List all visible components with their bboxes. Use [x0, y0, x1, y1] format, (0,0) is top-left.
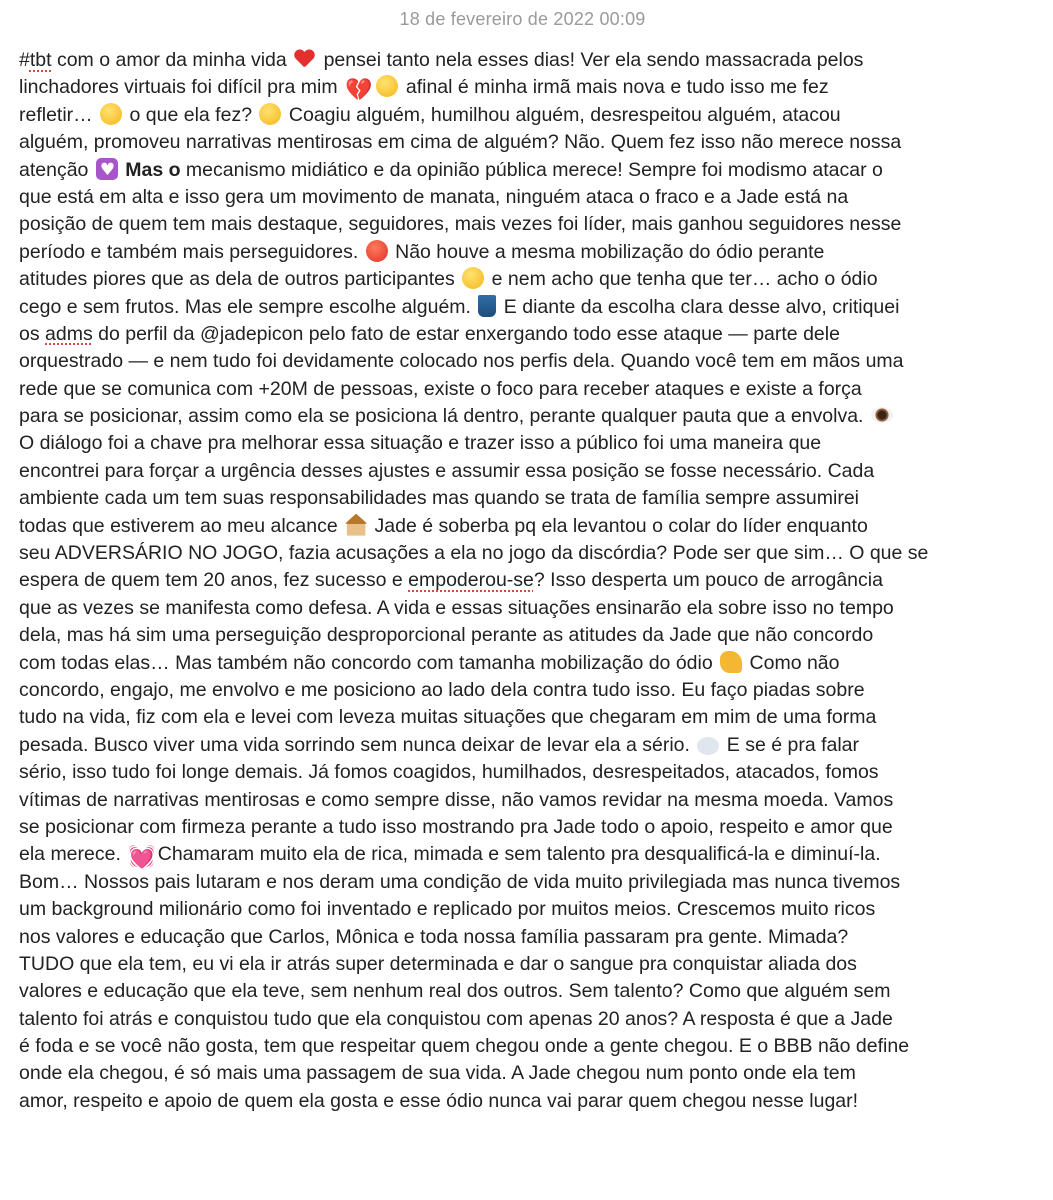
note-text: orquestrado — e nem tudo foi devidamente colocado nos perfis dela. Quando você tem em mãos uma — [19, 350, 904, 373]
note-line — [19, 129, 1021, 156]
note-line — [19, 321, 1021, 348]
flexed-arm-icon — [720, 651, 742, 673]
note-text: E se é pra falar — [721, 733, 860, 756]
note-line — [19, 211, 1021, 238]
note-text: é foda e se você não gosta, tem que respeitar quem chegou onde a gente chegou. E o BBB não define — [19, 1035, 910, 1058]
note-text: que está em alta e isso gera um movimento de manata, ninguém ataca o fraco e a Jade está na — [19, 185, 849, 208]
note-text: # — [19, 49, 30, 71]
note-text: para se posicionar, assim como ela se posiciona lá dentro, perante qualquer pauta que a envolva. — [19, 405, 869, 428]
note-text: ela merece. — [19, 843, 127, 866]
note-text: rede que se comunica com +20M de pessoas, existe o foco para receber ataques e existe a força — [19, 377, 862, 400]
note-text: pesada. Busco viver uma vida sorrindo sem nunca deixar de levar ela a sério. — [19, 733, 696, 756]
note-line — [19, 567, 1021, 594]
misspelled-word[interactable]: tbt — [29, 49, 52, 71]
note-text: O diálogo foi a chave pra melhorar essa situação e trazer isso a público foi uma maneira que — [19, 432, 822, 455]
note-text: talento foi atrás e conquistou tudo que ela conquistou com apenas 20 anos? A resposta é que a Jade — [19, 1007, 893, 1030]
note-line — [19, 513, 1021, 540]
note-line — [19, 732, 1021, 759]
note-line — [19, 430, 1021, 457]
note-line — [19, 540, 1021, 567]
note-text: valores e educação que ela teve, sem nenhum real dos outros. Sem talento? Como que alguém sem — [19, 980, 891, 1003]
note-text: dela, mas há sim uma perseguição desproporcional perante as atitudes da Jade que não concordo — [19, 624, 874, 647]
note-text: Bom… Nossos pais lutaram e nos deram uma condição de vida muito privilegiada mas nunca tivemos — [19, 870, 901, 893]
note-line — [19, 924, 1021, 951]
note-line — [19, 677, 1021, 704]
note-text: Jade é soberba pq ela levantou o colar do líder enquanto — [369, 514, 868, 537]
thought-bubble-icon — [697, 737, 719, 755]
bucket-icon — [478, 295, 496, 317]
note-line — [19, 1060, 1021, 1087]
note-line — [19, 157, 1021, 184]
house-icon — [345, 514, 367, 536]
note-text: posição de quem tem mais destaque, seguidores, mais vezes foi líder, mais ganhou seguidores nesse — [19, 213, 902, 236]
misspelled-word[interactable]: empoderou-se — [408, 569, 534, 592]
red-heart-icon — [294, 48, 316, 70]
note-line — [19, 47, 1021, 74]
note-text: linchadores virtuais foi difícil pra mim — [19, 76, 344, 99]
note-line — [19, 759, 1021, 786]
note-text: pensei tanto nela esses dias! Ver ela sendo massacrada pelos — [318, 49, 864, 71]
note-text: um background milionário como foi inventado e replicado por muitos meios. Crescemos muito ricos — [19, 898, 876, 921]
note-line — [19, 704, 1021, 731]
note-text: concordo, engajo, me envolvo e me posiciono ao lado dela contra tudo isso. Eu faço piadas sobre — [19, 678, 865, 701]
note-text: Não houve a mesma mobilização do ódio perante — [389, 240, 825, 263]
note-line — [19, 485, 1021, 512]
angry-face-icon — [366, 240, 388, 262]
note-text: se posicionar com firmeza perante a tudo isso mostrando pra Jade todo o apoio, respeito e amor que — [19, 815, 893, 838]
note-text: afinal é minha irmã mais nova e tudo isso me fez — [400, 76, 829, 99]
note-text: ambiente cada um tem suas responsabilidades mas quando se trata de família sempre assumirei — [19, 487, 860, 510]
note-text: o que ela fez? — [124, 103, 258, 126]
thinking-face-icon — [259, 103, 281, 125]
thinking-face-icon — [100, 103, 122, 125]
note-line — [19, 622, 1021, 649]
note-line — [19, 595, 1021, 622]
note-text: atenção — [19, 158, 94, 181]
note-text: Chamaram muito ela de rica, mimada e sem talento pra desqualificá-la e diminuí-la. — [152, 843, 881, 866]
note-text: com o amor da minha vida — [51, 49, 293, 71]
note-text: Coagiu alguém, humilhou alguém, desrespeitou alguém, atacou — [283, 103, 841, 126]
note-text: tudo na vida, fiz com ela e levei com leveza muitas situações que chegaram em mim de uma forma — [19, 706, 877, 729]
note-text: onde ela chegou, é só mais uma passagem de sua vida. A Jade chegou num ponto onde ela tem — [19, 1062, 856, 1085]
note-text: amor, respeito e apoio de quem ela gosta e esse ódio nunca vai parar quem chegou nesse lugar! — [19, 1089, 859, 1112]
monocle-face-icon — [462, 267, 484, 289]
note-text: cego e sem frutos. Mas ele sempre escolhe alguém. — [19, 295, 477, 318]
note-text: ? Isso desperta um pouco de arrogância — [533, 569, 883, 592]
note-line — [19, 1088, 1021, 1115]
note-line — [19, 348, 1021, 375]
note-text: seu ADVERSÁRIO NO JOGO, fazia acusações a ela no jogo da discórdia? Pode ser que sim… O que se — [19, 542, 929, 565]
note-line — [19, 978, 1021, 1005]
note-text: alguém, promoveu narrativas mentirosas em cima de alguém? Não. Quem fez isso não merece nossa — [19, 131, 902, 154]
note-line — [19, 951, 1021, 978]
note-text: todas que estiverem ao meu alcance — [19, 514, 344, 537]
note-line — [19, 403, 1021, 430]
bold-text: Mas o — [125, 158, 181, 181]
note-text: E diante da escolha clara desse alvo, critiquei — [498, 295, 900, 318]
note-line — [19, 814, 1021, 841]
note-line — [19, 376, 1021, 403]
note-text: atitudes piores que as dela de outros participantes — [19, 268, 461, 291]
note-line — [19, 294, 1021, 321]
pink-heart-icon: 💓 — [128, 845, 156, 871]
note-text: mecanismo midiático e da opinião pública merece! Sempre foi modismo atacar o — [180, 158, 883, 181]
note-text: refletir… — [19, 103, 99, 126]
note-text: nos valores e educação que Carlos, Mônica e toda nossa família passaram pra gente. Mimada? — [19, 925, 849, 948]
note-text: encontrei para forçar a urgência desses ajustes e assumir essa posição se fosse necessário. Cada — [19, 459, 875, 482]
note-text: os — [19, 322, 46, 345]
laughing-face-icon — [376, 75, 398, 97]
note-text: TUDO que ela tem, eu vi ela ir atrás super determinada e dar o sangue pra conquistar aliada dos — [19, 952, 857, 975]
note-line — [19, 841, 1021, 871]
note-body[interactable] — [19, 47, 1021, 1115]
eye-icon — [871, 407, 893, 423]
note-text: que as vezes se manifesta como defesa. A vida e essas situações ensinarão ela sobre isso no tempo — [19, 596, 894, 619]
note-line — [19, 650, 1021, 677]
note-text: vítimas de narrativas mentirosas e como sempre disse, não vamos revidar na mesma moeda. Vamos — [19, 788, 894, 811]
note-text: e nem acho que tenha que ter… acho o ódio — [486, 268, 878, 291]
note-date: 18 de fevereiro de 2022 00:09 — [399, 9, 646, 29]
note-line — [19, 102, 1021, 129]
note-line — [19, 896, 1021, 923]
note-line — [19, 458, 1021, 485]
note-line — [19, 266, 1021, 293]
misspelled-word[interactable]: adms — [45, 322, 93, 345]
note-text: espera de quem tem 20 anos, fez sucesso e — [19, 569, 409, 592]
note-line — [19, 787, 1021, 814]
note-line — [19, 74, 1021, 104]
note-line — [19, 1006, 1021, 1033]
broken-heart-icon: 💔 — [345, 78, 373, 104]
note-text: sério, isso tudo foi longe demais. Já fomos coagidos, humilhados, desrespeitados, atacados, fomos — [19, 761, 879, 784]
note-text: com todas elas… Mas também não concordo com tamanha mobilização do ódio — [19, 651, 719, 674]
heart-box-icon — [96, 158, 118, 180]
note-text: Como não — [744, 651, 840, 674]
note-line — [19, 184, 1021, 211]
note-line — [19, 869, 1021, 896]
note-text: período e também mais perseguidores. — [19, 240, 364, 263]
note-line — [19, 239, 1021, 266]
note-line — [19, 1033, 1021, 1060]
note-text: do perfil da @jadepicon pelo fato de estar enxergando todo esse ataque — parte dele — [92, 322, 840, 345]
